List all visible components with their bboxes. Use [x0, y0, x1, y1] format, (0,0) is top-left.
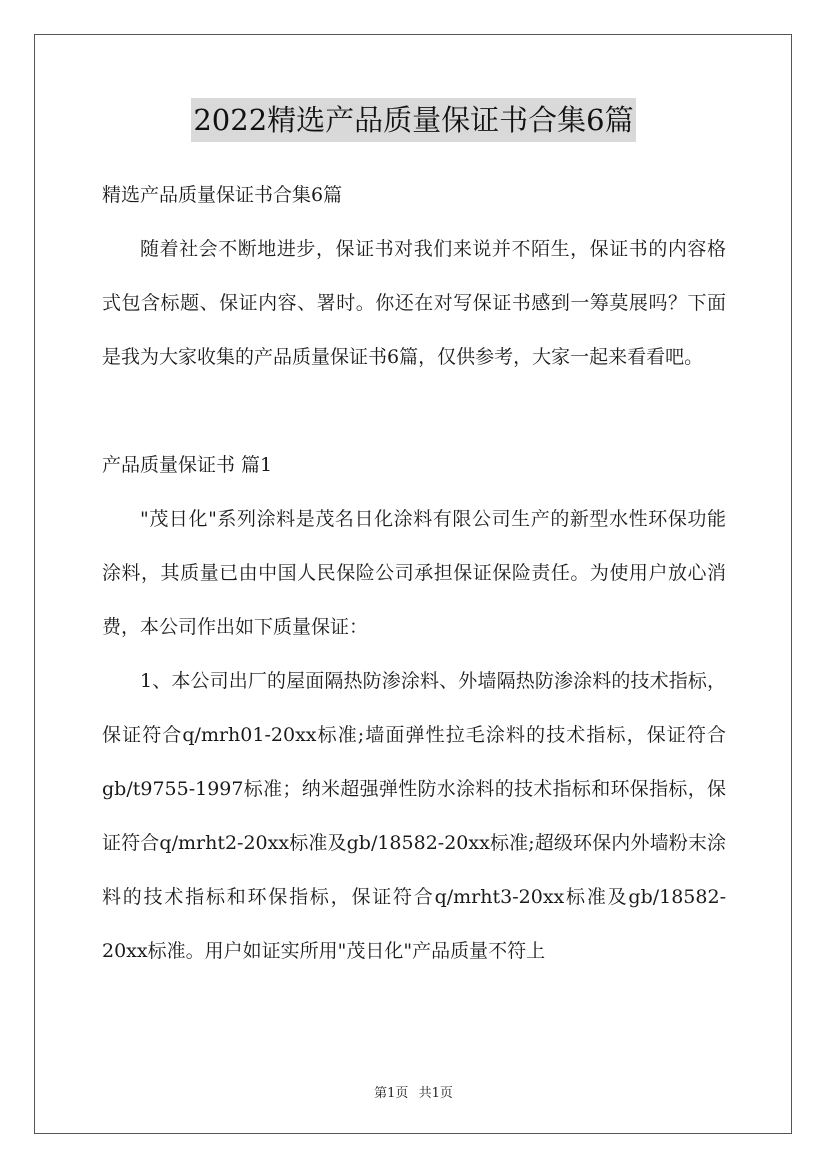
spacer — [102, 384, 726, 438]
document-body — [102, 168, 726, 978]
body-paragraph-2: 1、本公司出厂的屋面隔热防渗涂料、外墙隔热防渗涂料的技术指标，保证符合q/mrh01-20xx标准;墙面弹性拉毛涂料的技术指标，保证符合gb/t9755-1997标准；纳米超强弹性防水涂料的技术指标和环保指标，保证符合q/mrht2-20xx标准及gb/18582-20xx标准;超级环保内外墙粉末涂料的技术指标和环保指标，保证符合q/mrht3-20xx标准及gb/18582-20xx标准。用户如证实所用"茂日化"产品质量不符上 — [102, 670, 726, 962]
document-subtitle: 精选产品质量保证书合集6篇 — [102, 184, 343, 206]
document-title: 2022精选产品质量保证书合集6篇 — [191, 98, 635, 142]
page-total: 共1页 — [418, 1086, 453, 1101]
page-footer — [0, 1082, 827, 1101]
body-paragraph-1: "茂日化"系列涂料是茂名日化涂料有限公司生产的新型水性环保功能涂料，其质量已由中国人民保险公司承担保证保险责任。为使用户放心消费，本公司作出如下质量保证： — [102, 508, 726, 638]
intro-paragraph: 随着社会不断地进步，保证书对我们来说并不陌生，保证书的内容格式包含标题、保证内容、署时。你还在对写保证书感到一筹莫展吗？下面是我为大家收集的产品质量保证书6篇，仅供参考，大家一起来看看吧。 — [102, 238, 726, 368]
title-container — [0, 98, 827, 142]
page-number: 第1页 — [374, 1086, 409, 1101]
section-heading: 产品质量保证书 篇1 — [102, 454, 273, 476]
